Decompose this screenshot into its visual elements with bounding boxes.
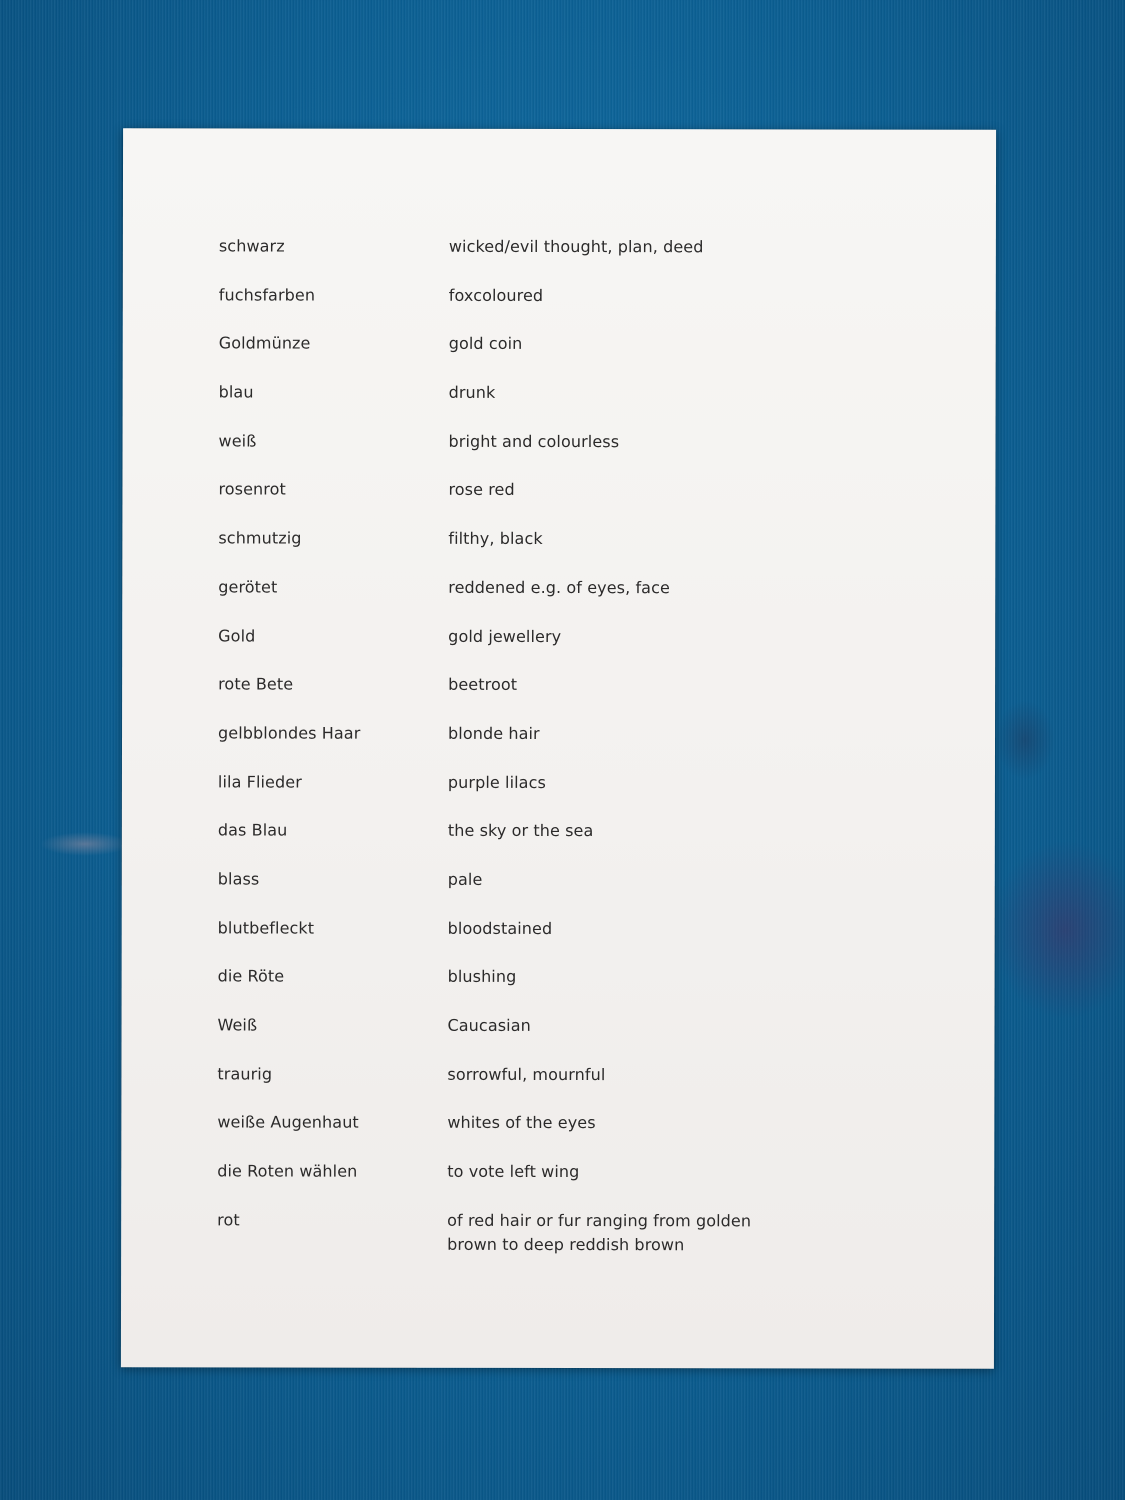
glossary-term: traurig <box>217 1064 273 1084</box>
glossary-term: rote Bete <box>218 674 294 694</box>
glossary-term: gerötet <box>218 577 278 597</box>
glossary-row <box>217 1062 857 1112</box>
glossary-row <box>218 478 858 528</box>
glossary-term: blutbefleckt <box>217 918 315 938</box>
glossary-row <box>218 429 858 479</box>
glossary-row <box>219 332 859 382</box>
glossary-row <box>218 624 858 674</box>
glossary-row <box>218 673 858 723</box>
glossary-term: rosenrot <box>218 479 286 499</box>
glossary-meaning: filthy, black <box>448 528 543 549</box>
glossary-row <box>219 234 859 284</box>
glossary-term: weiß <box>218 431 257 451</box>
glossary-row <box>217 1159 857 1209</box>
glossary-meaning: sorrowful, mournful <box>447 1064 606 1084</box>
glossary-meaning: blonde hair <box>448 723 540 743</box>
glossary-meaning: wicked/evil thought, plan, deed <box>448 236 704 257</box>
glossary-meaning: blushing <box>447 967 517 987</box>
glossary-term: Goldmünze <box>218 333 311 353</box>
glossary-term: gelbblondes Haar <box>218 723 361 743</box>
glossary-meaning: of red hair or fur ranging from golden brown to deep reddish brown <box>447 1210 752 1254</box>
fabric-stain-left <box>40 832 130 856</box>
glossary-term: blau <box>218 382 254 402</box>
glossary-row <box>217 1111 857 1161</box>
glossary-row <box>218 867 858 917</box>
glossary-term: schmutzig <box>218 528 302 548</box>
glossary-meaning: reddened e.g. of eyes, face <box>448 577 670 598</box>
glossary-term: weiße Augenhaut <box>217 1112 359 1133</box>
glossary-meaning: drunk <box>448 382 496 402</box>
glossary-meaning: bright and colourless <box>448 431 620 451</box>
fabric-stain-right <box>990 840 1125 1020</box>
glossary-meaning: rose red <box>448 480 515 500</box>
glossary-term: rot <box>217 1210 240 1230</box>
paper-sheet <box>121 128 996 1369</box>
glossary-term: die Roten wählen <box>217 1161 358 1181</box>
glossary-row <box>218 527 858 577</box>
glossary-row <box>218 721 858 771</box>
glossary-row <box>219 380 859 430</box>
glossary-meaning: pale <box>447 869 483 889</box>
glossary-row <box>217 1208 857 1258</box>
glossary-term: lila Flieder <box>217 771 302 792</box>
glossary-meaning: beetroot <box>448 674 518 695</box>
glossary-row <box>218 916 858 966</box>
glossary-meaning: Caucasian <box>447 1015 531 1035</box>
glossary-term: das Blau <box>217 820 288 840</box>
glossary-meaning: foxcoloured <box>448 285 544 305</box>
glossary-meaning: whites of the eyes <box>447 1113 596 1133</box>
glossary-meaning: bloodstained <box>447 918 553 938</box>
fabric-stain-right-upper <box>995 700 1055 780</box>
glossary-row <box>218 965 858 1015</box>
glossary-meaning: purple lilacs <box>447 772 546 792</box>
glossary-row <box>218 819 858 869</box>
glossary-list <box>217 234 859 1258</box>
glossary-term: Weiß <box>217 1015 258 1035</box>
glossary-row <box>218 575 858 625</box>
glossary-row <box>217 1013 857 1063</box>
glossary-term: fuchsfarben <box>218 285 316 305</box>
glossary-row <box>218 770 858 820</box>
glossary-term: die Röte <box>217 966 285 986</box>
glossary-term: Gold <box>218 625 256 645</box>
glossary-term: blass <box>217 869 260 889</box>
glossary-meaning: the sky or the sea <box>447 821 594 841</box>
glossary-meaning: gold jewellery <box>448 626 562 646</box>
glossary-meaning: to vote left wing <box>447 1161 580 1182</box>
glossary-row <box>219 283 859 333</box>
glossary-meaning: gold coin <box>448 334 523 354</box>
glossary-term: schwarz <box>218 236 285 256</box>
